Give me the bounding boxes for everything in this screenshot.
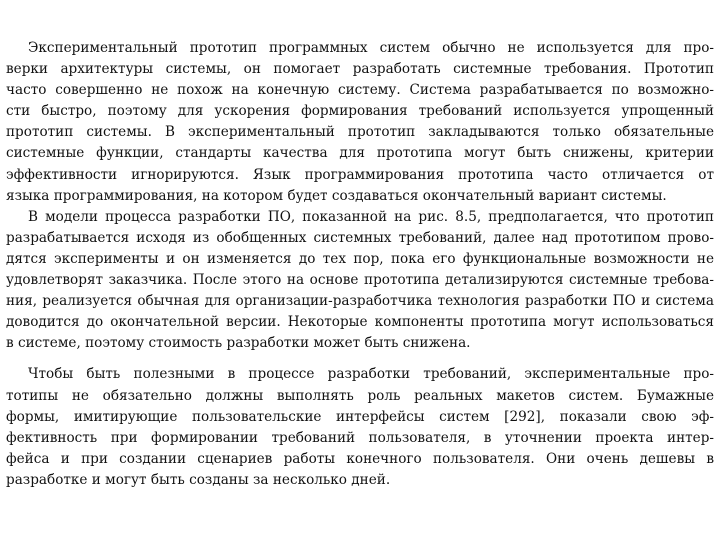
text-line: фективность при формировании требований пользователя, в уточнении проекта интер- (6, 429, 714, 446)
text-line: разработке и могут быть созданы за несколько дней. (6, 471, 391, 488)
paragraph-2 (6, 207, 714, 355)
text-line: Экспериментальный прототип программных систем обычно не используется для про- (28, 40, 714, 56)
text-line: ния, реализуется обычная для организации-разработчика технология разработки ПО и система (6, 293, 714, 310)
text-line: сти быстро, поэтому для ускорения формирования требований используется упрощенный (6, 103, 714, 120)
text-line: разрабатывается исходя из обобщенных системных требований, далее над прототипом прово- (6, 229, 714, 246)
text-line: часто совершенно не похож на конечную систему. Система разрабатывается по возможно- (6, 82, 714, 99)
text-line: формы, имитирующие пользовательские интерфейсы систем [292], показали свою эф- (6, 408, 714, 425)
text-line: эффективности игнорируются. Язык программирования прототипа часто отличается от (6, 166, 714, 183)
paragraph-1 (6, 38, 714, 207)
text-line: доводится до окончательной версии. Некоторые компоненты прототипа могут использоваться (6, 314, 714, 331)
text-line: прототип системы. В экспериментальный прототип закладываются только обязательные (6, 124, 714, 141)
text-line: дятся эксперименты и он изменяется до тех пор, пока его функциональные возможности не (6, 250, 714, 267)
paragraph-3 (6, 364, 714, 491)
text-line: удовлетворят заказчика. После этого на основе прототипа детализируются системные требова- (6, 272, 714, 289)
text-line: фейса и при создании сценариев работы конечного пользователя. Они очень дешевы в (6, 450, 714, 467)
text-line: языка программирования, на котором будет создаваться окончательный вариант системы. (6, 187, 667, 204)
text-line: системные функции, стандарты качества для прототипа могут быть снижены, критерии (6, 145, 714, 162)
text-line: верки архитектуры системы, он помогает разработать системные требования. Прототип (6, 61, 714, 78)
text-line: в системе, поэтому стоимость разработки может быть снижена. (6, 335, 471, 352)
text-line: тотипы не обязательно должны выполнять роль реальных макетов систем. Бумажные (6, 387, 714, 404)
text-line: Чтобы быть полезными в процессе разработки требований, экспериментальные про- (28, 366, 714, 383)
text-line: В модели процесса разработки ПО, показанной на рис. 8.5, предполагается, что прототип (28, 208, 714, 225)
paragraph-spacer (6, 354, 714, 364)
